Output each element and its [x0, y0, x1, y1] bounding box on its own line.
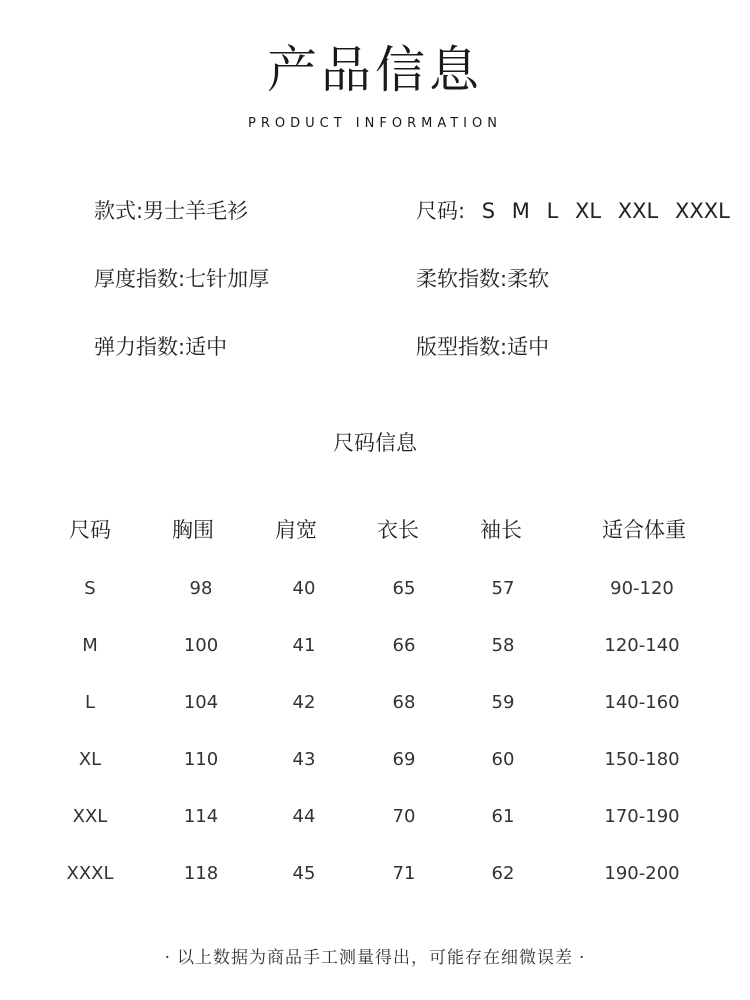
table-header: 尺码: [69, 518, 111, 542]
softness-info: 柔软指数:柔软: [416, 267, 550, 291]
table-cell: 100: [183, 635, 219, 656]
table-header: 袖长: [480, 518, 522, 542]
table-cell: S: [84, 578, 96, 599]
thickness-info: 厚度指数:七针加厚: [94, 267, 270, 291]
table-cell: 98: [189, 578, 213, 599]
measurement-note-text: 以上数据为商品手工测量得出，可能存在细微误差: [177, 948, 573, 968]
table-cell: 40: [292, 578, 316, 599]
table-cell: 71: [392, 863, 416, 884]
table-header: 衣长: [377, 518, 419, 542]
table-cell: 66: [392, 635, 416, 656]
table-cell: 60: [491, 749, 515, 770]
page-title: 产品信息: [267, 41, 483, 99]
table-cell: 62: [491, 863, 515, 884]
table-cell: 69: [392, 749, 416, 770]
table-cell: 41: [292, 635, 316, 656]
fit-info: 版型指数:适中: [416, 335, 550, 359]
table-cell: 59: [491, 692, 515, 713]
table-cell: XXL: [72, 806, 108, 827]
size-option: XL: [575, 199, 602, 223]
table-cell: 110: [183, 749, 219, 770]
table-cell: 140-160: [604, 692, 680, 713]
table-cell: 45: [292, 863, 316, 884]
size-table-title: 尺码信息: [333, 431, 417, 455]
table-cell: 43: [292, 749, 316, 770]
table-cell: 44: [292, 806, 316, 827]
table-cell: 104: [183, 692, 219, 713]
size-label: 尺码:: [416, 199, 466, 223]
table-cell: 118: [183, 863, 219, 884]
size-option: XXXL: [674, 199, 730, 223]
table-cell: M: [82, 635, 98, 656]
style-info: 款式:男士羊毛衫: [94, 199, 249, 223]
table-cell: 70: [392, 806, 416, 827]
table-cell: 57: [491, 578, 515, 599]
table-cell: 90-120: [610, 578, 674, 599]
table-header: 适合体重: [602, 518, 686, 542]
table-header: 肩宽: [275, 518, 317, 542]
elasticity-info: 弹力指数:适中: [94, 335, 228, 359]
table-header: 胸围: [172, 518, 214, 542]
table-cell: XXXL: [66, 863, 114, 884]
bullet-dot: ·: [164, 948, 171, 968]
table-cell: 150-180: [604, 749, 680, 770]
table-cell: 68: [392, 692, 416, 713]
size-option: XXL: [617, 199, 659, 223]
size-info: [416, 195, 740, 225]
table-cell: 65: [392, 578, 416, 599]
table-cell: 58: [491, 635, 515, 656]
table-cell: 170-190: [604, 806, 680, 827]
bullet-dot: ·: [579, 948, 586, 968]
table-cell: XL: [78, 749, 102, 770]
page-subtitle: PRODUCT INFORMATION: [248, 116, 502, 131]
table-cell: L: [84, 692, 96, 713]
table-cell: 61: [491, 806, 515, 827]
table-cell: 120-140: [604, 635, 680, 656]
size-option: L: [546, 199, 559, 223]
table-cell: 190-200: [604, 863, 680, 884]
size-option: M: [511, 199, 530, 223]
size-option: S: [481, 199, 496, 223]
table-cell: 114: [183, 806, 219, 827]
table-cell: 42: [292, 692, 316, 713]
measurement-note: [0, 943, 750, 968]
